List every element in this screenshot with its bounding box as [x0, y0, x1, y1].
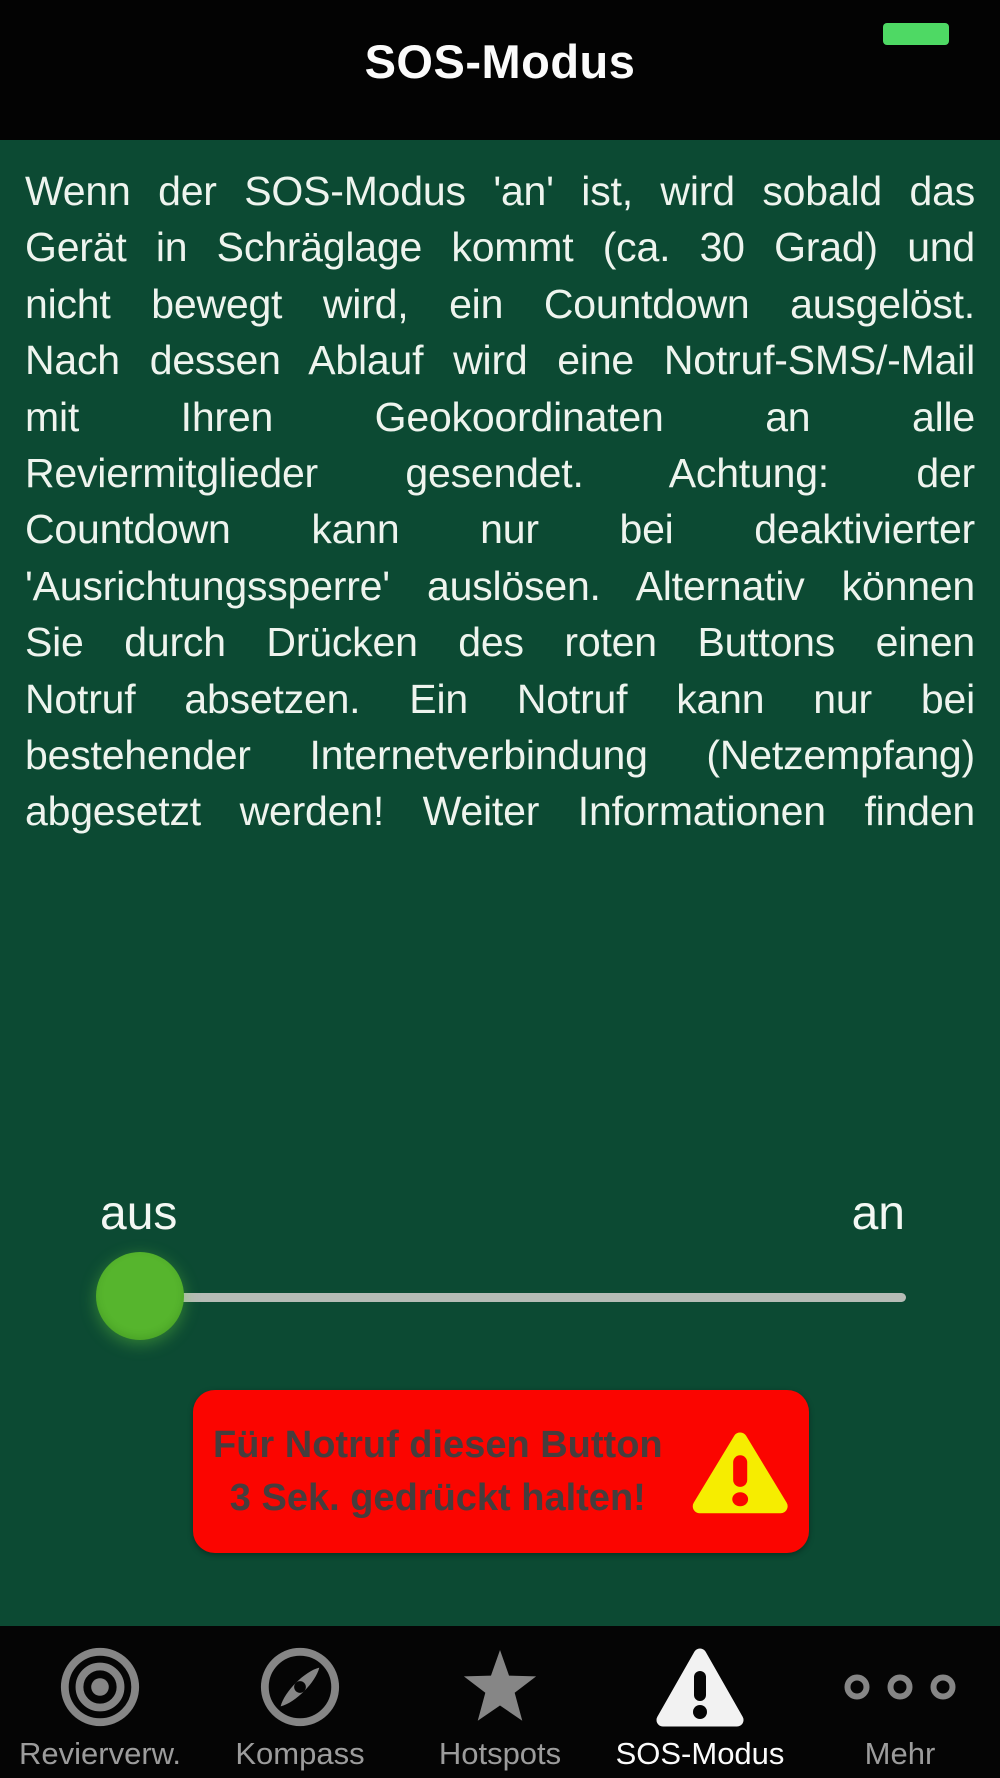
tab-hotspots[interactable]	[400, 1626, 600, 1778]
description-line: 'Ausrichtungssperre' auslösen. Alternativ können	[25, 562, 975, 609]
tab-label: Kompass	[235, 1736, 365, 1771]
page-title: SOS-Modus	[364, 35, 636, 88]
target-icon	[57, 1640, 143, 1734]
sos-switch-track[interactable]	[100, 1293, 906, 1302]
sos-switch-knob[interactable]	[96, 1252, 184, 1340]
tab-label: Hotspots	[438, 1736, 562, 1771]
description-line: bestehender Internetverbindung (Netzempfang)	[25, 731, 975, 778]
emergency-button-label-line2: 3 Sek. gedrückt halten!	[229, 1476, 646, 1519]
description-line: mit Ihren Geokoordinaten an alle	[25, 393, 975, 440]
sos-description-text	[25, 163, 975, 837]
warning-triangle-icon	[691, 1423, 789, 1521]
more-dots-icon	[844, 1640, 956, 1734]
description-line: Notruf absetzen. Ein Notruf kann nur bei	[25, 675, 975, 722]
description-line: nicht bewegt wird, ein Countdown ausgelöst.	[25, 280, 975, 327]
navigation-bar	[0, 0, 1000, 140]
tab-mehr[interactable]	[800, 1626, 1000, 1778]
battery-indicator-icon	[883, 23, 949, 45]
description-line: Sie durch Drücken des roten Buttons einen	[25, 619, 975, 666]
description-line: Wenn der SOS-Modus 'an' ist, wird sobald das	[25, 168, 975, 214]
tab-revierverwaltung[interactable]	[0, 1626, 200, 1778]
tab-label: Revierverw.	[19, 1736, 181, 1771]
tab-label: SOS-Modus	[615, 1736, 785, 1771]
emergency-button-label	[213, 1419, 663, 1525]
tab-label: Mehr	[864, 1736, 936, 1771]
warning-icon	[654, 1640, 746, 1734]
compass-icon	[258, 1640, 342, 1734]
description-line: Reviermitglieder gesendet. Achtung: der	[25, 449, 975, 496]
emergency-call-button[interactable]	[193, 1390, 809, 1553]
description-line: Gerät in Schräglage kommt (ca. 30 Grad) und	[25, 224, 975, 271]
tab-kompass[interactable]	[200, 1626, 400, 1778]
tab-sos-modus[interactable]	[600, 1626, 800, 1778]
emergency-button-label-line1: Für Notruf diesen Button	[213, 1423, 663, 1466]
description-line: Countdown kann nur bei deaktivierter	[25, 506, 975, 553]
star-icon	[458, 1640, 542, 1734]
description-line: Nach dessen Ablauf wird eine Notruf-SMS/-Mail	[25, 337, 975, 384]
tab-bar	[0, 1626, 1000, 1778]
description-line: abgesetzt werden! Weiter Informationen finden	[25, 788, 975, 835]
switch-on-label: an	[851, 1187, 905, 1240]
switch-off-label: aus	[100, 1187, 178, 1240]
